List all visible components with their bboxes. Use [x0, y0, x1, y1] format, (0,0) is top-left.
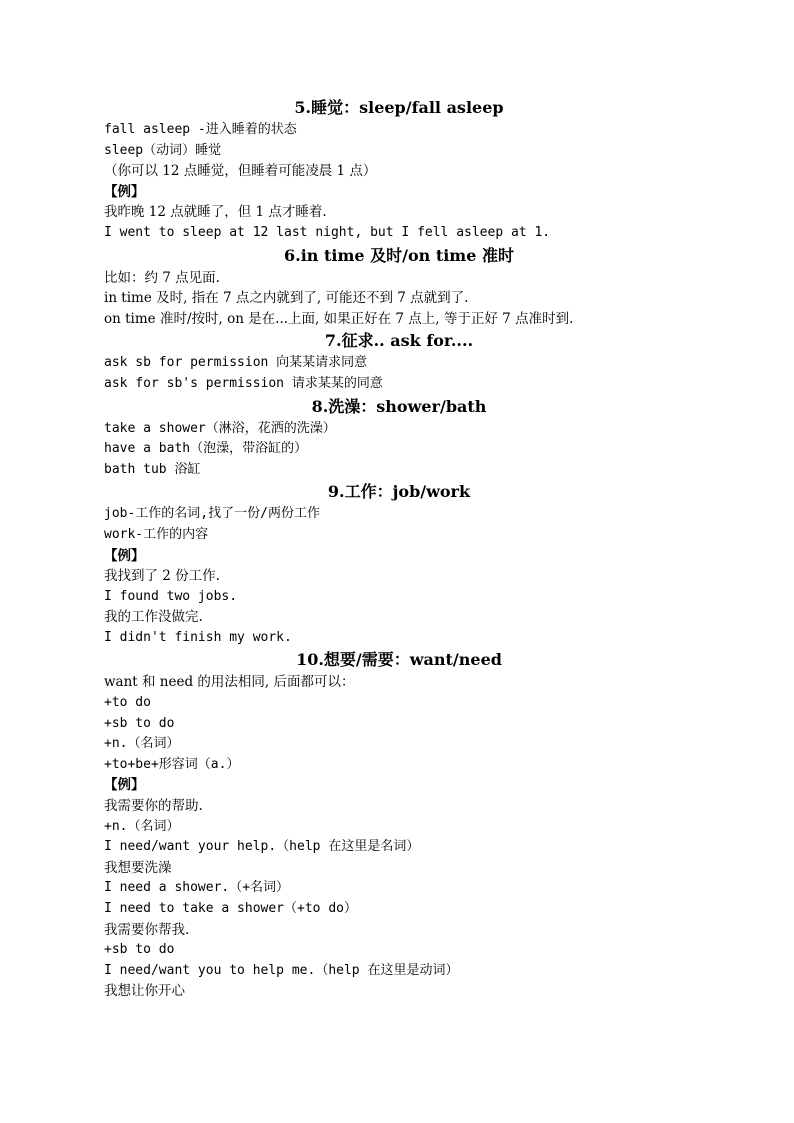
section-heading: 10.想要/需要：want/need [296, 650, 502, 670]
text-line: I need/want your help.（help 在这里是名词） [104, 839, 420, 855]
document-body [104, 96, 694, 1002]
text-line: +sb to do [104, 942, 175, 958]
text-line: I went to sleep at 12 last night, but I fell asleep at 1. [104, 224, 551, 240]
text-line: +n.（名词） [104, 736, 180, 752]
text-line: +to do [104, 695, 151, 711]
text-line: 我昨晚 12 点就睡了，但 1 点才睡着. [104, 204, 327, 221]
text-line: 我找到了 2 份工作. [104, 568, 220, 585]
text-line: have a bath（泡澡，带浴缸的） [104, 441, 308, 457]
text-line: 【例】 [104, 777, 145, 794]
text-line: on time 准时/按时, on 是在...上面, 如果正好在 7 点上, 等于正好 7 点准时到. [104, 310, 574, 327]
section-heading: 9.工作：job/work [327, 482, 471, 502]
text-line: in time 及时, 指在 7 点之内就到了, 可能还不到 7 点就到了. [104, 290, 469, 307]
text-line: +n.（名词） [104, 818, 180, 834]
text-line: 我需要你帮我. [104, 921, 190, 938]
section-heading: 6.in time 及时/on time 准时 [283, 245, 514, 265]
section-heading: 5.睡觉：sleep/fall asleep [294, 98, 504, 117]
section-heading: 8.洗澡：shower/bath [311, 396, 487, 416]
text-line: +to+be+形容词（a.） [104, 756, 240, 772]
text-line: ask sb for permission 向某某请求同意 [104, 355, 368, 371]
text-line: job-工作的名词,找了一份/两份工作 [104, 506, 320, 522]
text-line: 【例】 [104, 547, 145, 564]
text-line: 【例】 [104, 183, 145, 200]
text-line: sleep（动词）睡觉 [104, 142, 222, 158]
text-line: ask for sb's permission 请求某某的同意 [104, 375, 383, 391]
text-line: 我需要你的帮助. [104, 798, 203, 815]
text-line: I need a shower.（+名词） [104, 880, 290, 896]
text-line: 比如：约 7 点见面. [104, 269, 220, 286]
text-line: I didn't finish my work. [104, 629, 292, 645]
text-line: fall asleep -进入睡着的状态 [104, 122, 297, 137]
text-line: 我想让你开心 [104, 983, 185, 1000]
text-line: +sb to do [104, 715, 175, 731]
text-line: bath tub 浴缸 [104, 461, 201, 477]
text-line: I need/want you to help me.（help 在这里是动词） [104, 962, 459, 978]
text-line: I found two jobs. [104, 588, 238, 604]
text-line: work-工作的内容 [104, 526, 209, 542]
text-line: 我的工作没做完. [104, 609, 203, 626]
text-line: take a shower（淋浴，花洒的洗澡） [104, 420, 336, 436]
text-line: I need to take a shower（+to do） [104, 901, 357, 916]
text-line: want 和 need 的用法相同, 后面都可以： [104, 674, 355, 691]
text-line: 我想要洗澡 [104, 859, 172, 876]
text-line: （你可以 12 点睡觉，但睡着可能凌晨 1 点） [104, 163, 377, 180]
section-heading: 7.征求.. ask for.... [324, 331, 474, 351]
